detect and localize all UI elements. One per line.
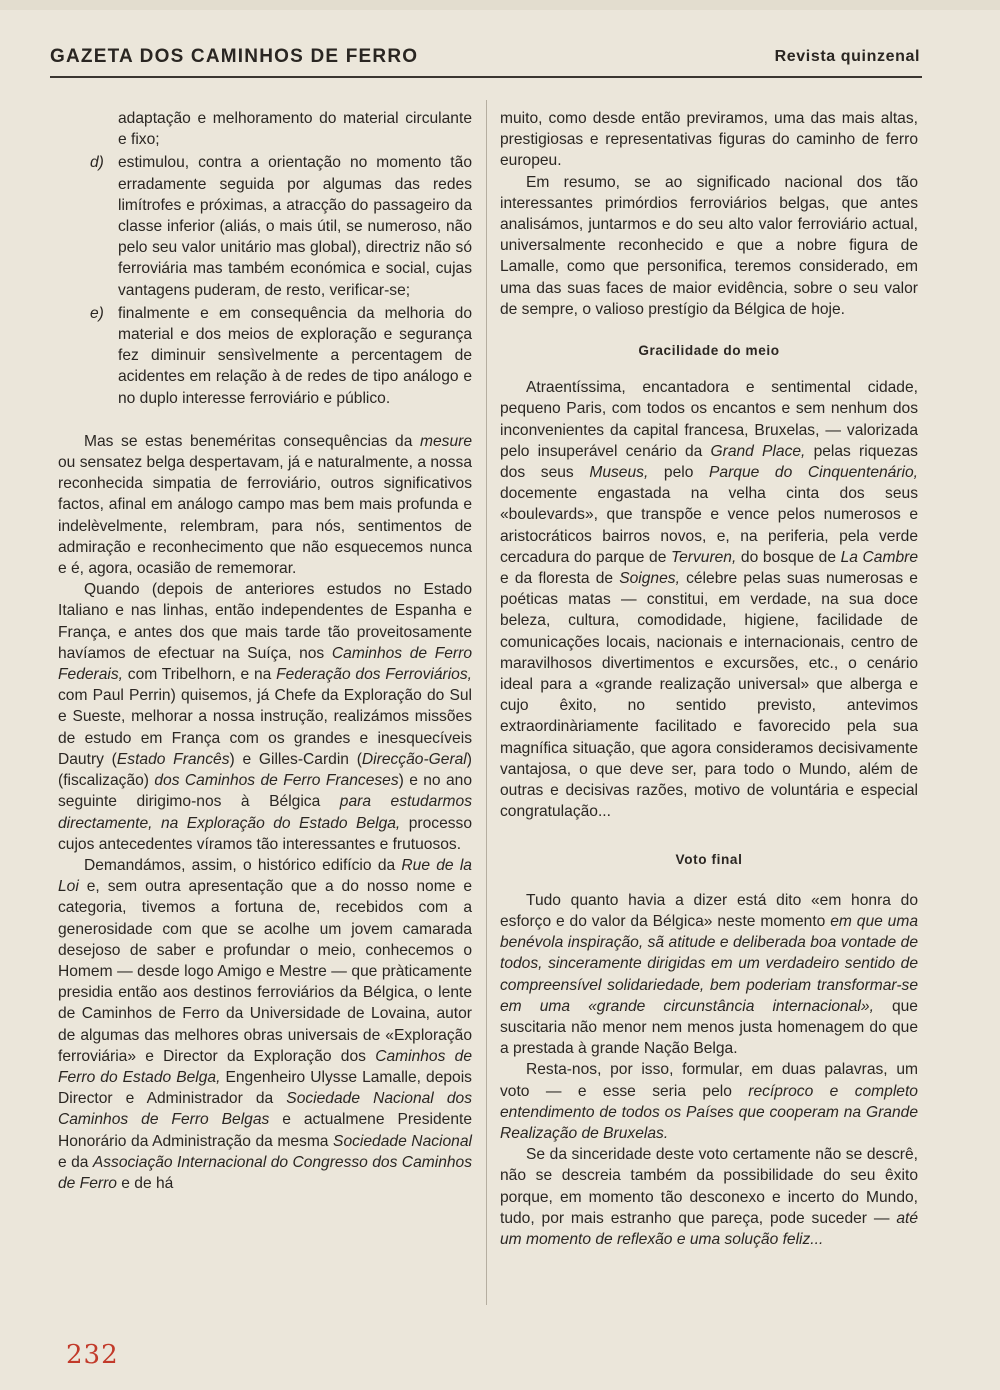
italic-run: para estudarmos directamente, na Exploração do Estado Belga, (58, 793, 473, 832)
italic-run: Caminhos de Ferro do Estado Belga, (58, 1047, 472, 1086)
paragraph-tudo-quanto (500, 890, 918, 1060)
text-run: ) (fiscalização) (58, 750, 472, 790)
italic-run: Rue de la Loi (58, 856, 472, 896)
text-run: Mas se estas beneméritas consequências da (84, 432, 420, 450)
right-column (500, 108, 918, 1250)
italic-run: Tervuren, (671, 548, 737, 566)
page-top-edge (0, 0, 1000, 10)
list-item-d (58, 152, 472, 300)
paragraph-resta-nos (500, 1059, 918, 1144)
text-run: Tudo quanto havia a dizer está dito «em honra do esforço e do valor da Bélgica» neste momento (500, 891, 918, 930)
paragraph-resumo: Em resumo, se ao significado nacional dos tão interessantes primórdios ferroviários belgas, que antes analisámos, juntarmos e do seu alto valor ferroviário actual, universalmente reconhecido e que a nobre figura de Lamalle, como que personifica, teremos considerado, em uma das suas faces de maior evidência, sobre o seu valor de sempre, o valioso prestígio da Bélgica de hoje. (500, 173, 918, 318)
page-number: 232 (66, 1340, 119, 1370)
text-run: e da (58, 1153, 93, 1171)
text-run: ) e Gilles-Cardin ( (229, 750, 362, 768)
text-run: Se da sinceridade deste voto certamente não se descrê, não se descreia também da possibilidade do seu êxito porque, em momento tão desconexo e incerto do Mundo, tudo, por mais estranho que pareça, pode suceder — (500, 1146, 918, 1227)
text-run: célebre pelas suas numerosas e poéticas matas — constitui, em verdade, na sua doce beleza, cultura, comodidade, higiene, facilidade de comunicações locais, nacionais e internacionais, centro de maravilhosos divertimentos e excursões, etc., o cenário ideal para a «grande realização universal» que alberga e cujo êxito, no sentido previsto, antevimos extraordinàriamente facilitado e favorecido pela sua magnífica situação, que agora consideramos decisivamente vantajosa, o que deve ser, para todo o Mundo, além de outras e decisivas razões, motivo de voluntária e especial congratulação... (500, 570, 918, 821)
italic-run: Direcção-Geral (361, 750, 467, 768)
text-run: e actualmene Presidente Honorário da Administração da mesma (58, 1111, 473, 1150)
text-run: Resta-nos, por isso, formular, em duas palavras, um voto — e esse seria pelo (500, 1061, 918, 1100)
text-run: e da floresta de (500, 570, 620, 588)
text-run: ) e no ano seguinte dirigimo-nos à Bélgica (58, 772, 473, 811)
italic-run: mesure (420, 432, 472, 450)
text-run: Quando (depois de anteriores estudos no Estado Italiano e nas linhas, então independentes de Espanha e França, e antes dos que mais tarde tão proveitosamente havíamos de efectuar na Suíça, nos (58, 581, 472, 662)
text-run: que suscitaria não menor nem menos justa homenagem do que a prestada à grande Nação Belga. (500, 997, 918, 1058)
text-run: Atraentíssima, encantadora e sentimental cidade, pequeno Paris, com todos os encantos e sem nenhum dos inconvenientes da capital francesa, Bruxelas, — valorizada pelo insuperável cenário da (500, 379, 918, 460)
section-heading-voto-final: Voto final (675, 851, 743, 867)
italic-run: em que uma benévola inspiração, sã atitude e deliberada boa vontade de todos, sinceramente dirigidas em um verdadeiro sentido de compreensível solidariedade, bem poderiam transformar-se em uma «grande circunstância internacional», (500, 912, 918, 1015)
italic-run: dos Caminhos de Ferro Franceses (154, 772, 399, 790)
text-run: processo cujos antecedentes víramos tão interessantes e frutuosos. (58, 814, 473, 853)
italic-run: Grand Place, (710, 442, 806, 460)
list-item-e (58, 303, 472, 409)
text-run: do bosque de (736, 548, 841, 566)
text-run: Engenheiro Ulysse Lamalle, depois Director e Administrador da (58, 1068, 472, 1108)
text-run: com Paul Perrin) quisemos, já Chefe da Exploração do Sul e Sueste, melhorar a nossa instrução, realizámos missões de estudo em França com os grandes e inesquecíveis Dautry ( (58, 687, 472, 768)
list-item-d-text: estimulou, contra a orientação no momento tão erradamente seguida por algumas das redes limítrofes e próximas, a atracção do passageiro da classe inferior (aliás, o mais útil, se numeroso, não pelo seu valor unitário mas global), directriz não só ferroviária mas também económica e social, cujas vantagens puderam, de resto, verificar-se; (118, 154, 472, 299)
header-rule (50, 76, 922, 78)
text-run: docemente engastada na velha cinta dos seus «boulevards», que transpõe e vence pelos numerosos e aristocráticos bairros novos, e, na periferia, pela verde cercadura do parque de (500, 485, 918, 566)
italic-run: Soignes, (619, 570, 680, 588)
text-run: e, sem outra apresentação que a do nosso nome e categoria, tivemos a fortuna de, recebidos com a generosidade com que se acolhe um jovem camarada desejoso de saber e profundar o meio, conhecemos o Homem — desde logo Amigo e Mestre — que pràticamente presidia então aos destinos ferroviários da Bélgica, o lente de Caminhos de Ferro da Universidade de Lovaina, autor de algumas das melhores obras universais de «Exploração ferroviária» e Director da Exploração dos (58, 878, 472, 1065)
journal-title: GAZETA DOS CAMINHOS DE FERRO (50, 46, 419, 67)
italic-run: Sociedade Nacional (333, 1132, 472, 1150)
column-divider (486, 100, 487, 1305)
text-run: pelo (648, 464, 710, 482)
italic-run: Sociedade Nacional dos Caminhos de Ferro Belgas (58, 1090, 472, 1129)
italic-run: Museus, (589, 464, 649, 482)
paragraph-continuation: muito, como desde então previramos, uma das mais altas, prestigiosas e representativas figuras do caminho de ferro europeu. (500, 110, 918, 170)
left-column (58, 108, 472, 1194)
italic-run: La Cambre (840, 548, 919, 566)
italic-run: Federação dos Ferroviários, (276, 666, 472, 684)
italic-run: Caminhos de Ferro Federais, (58, 644, 472, 684)
page-header (50, 46, 920, 74)
text-run: e de há (116, 1174, 174, 1192)
text-run: Demandámos, assim, o histórico edifício da (84, 856, 402, 874)
italic-run: Associação Internacional do Congresso dos Caminhos de Ferro (58, 1153, 473, 1192)
paragraph-quando (58, 579, 472, 855)
list-item-e-text: finalmente e em consequência da melhoria do material e dos meios de exploração e segurança fez diminuir sensìvelmente a percentagem de acidentes em relação à de redes de tipo análogo e no duplo interesse ferroviário e público. (118, 304, 472, 407)
list-item-continuation: adaptação e melhoramento do material circulante e fixo; (118, 110, 472, 149)
journal-subtitle: Revista quinzenal (774, 48, 920, 65)
list-marker-e: e) (90, 304, 104, 322)
list-marker-d: d) (90, 154, 104, 172)
paragraph-bruxelas (500, 377, 918, 822)
text-run: pelas riquezas dos seus (500, 442, 918, 482)
italic-run: até um momento de reflexão e uma solução feliz... (500, 1209, 918, 1248)
spacer (58, 411, 472, 431)
text-run: com Tribelhorn, e na (123, 666, 277, 684)
paragraph-demandamos (58, 855, 472, 1194)
section-heading-gracilidade: Gracilidade do meio (638, 343, 780, 359)
italic-run: Parque do Cinquentenário, (709, 464, 918, 482)
text-run: ou sensatez belga despertavam, já e naturalmente, a nossa reconhecida simpatia de ferroviário, outros significativos factos, afinal em análogo campo mas bem mais profunda e indelèvelmente, relembram, para nós, sentimentos de admiração e reconhecimento que não esquecemos nunca e é, agora, ocasião de rememorar. (58, 454, 472, 578)
paragraph-sinceridade (500, 1144, 918, 1250)
paragraph-mesure (58, 431, 472, 579)
italic-run: Estado Francês (116, 750, 230, 768)
italic-run: recíproco e completo entendimento de todos os Países que cooperam na Grande Realização de Bruxelas. (500, 1082, 918, 1142)
